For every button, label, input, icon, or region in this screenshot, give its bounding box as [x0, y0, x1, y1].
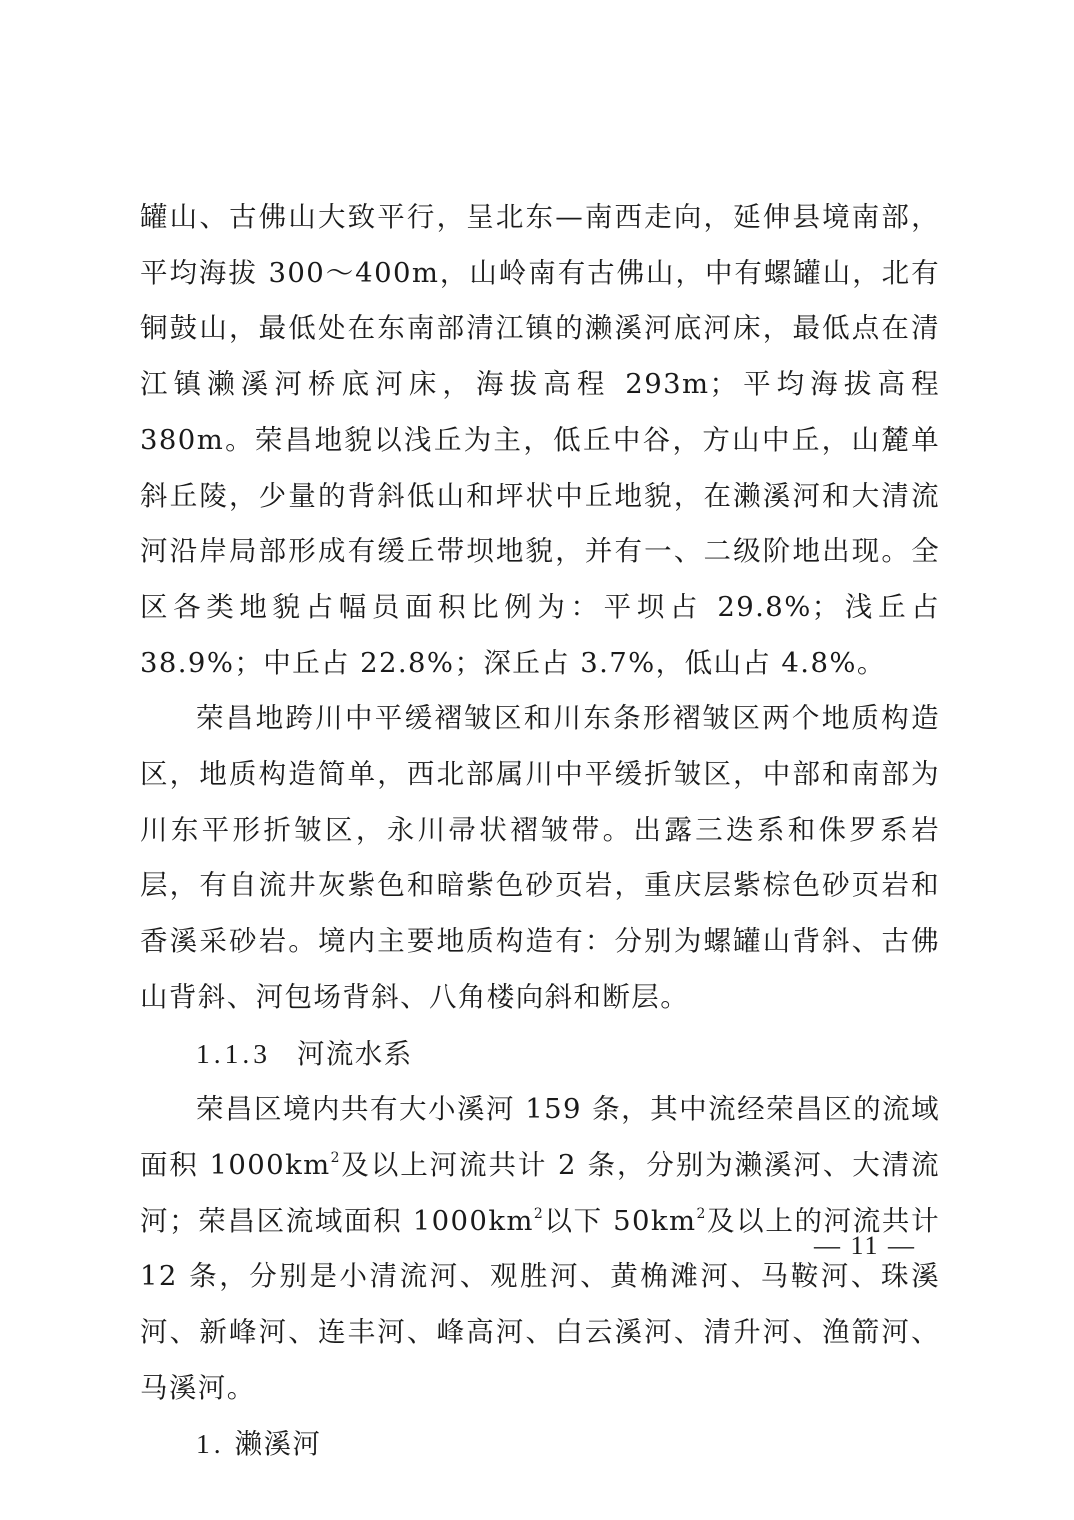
paragraph-landform: 罐山、古佛山大致平行，呈北东—南西走向，延伸县境南部，平均海拔 300～400m，山岭南有古佛山，中有螺罐山，北有铜鼓山，最低处在东南部清江镇的濑溪河底河床，最低点在清江镇濑溪河桥底河床，海拔高程 293m；平均海拔高程 380m。荣昌地貌以浅丘为主，低丘中谷，方山中丘，山麓单斜丘陵，少量的背斜低山和坪状中丘地貌，在濑溪河和大清流河沿岸局部形成有缓丘带坝地貌，并有一、二级阶地出现。全区各类地貌占幅员面积比例为：平坝占 29.8%；浅丘占 38.9%；中丘占 22.8%；深丘占 3.7%，低山占 4.8%。 — [140, 201, 940, 679]
rivers-text-2: 及以上河流共计 2 条，分别为濑溪河、大清流河；荣昌区流域面积 1000km — [140, 1148, 940, 1237]
section-number: 1.1.3 — [196, 1037, 271, 1069]
superscript-2: 2 — [330, 1149, 341, 1166]
subsection-title: 濑溪河 — [234, 1428, 322, 1461]
section-heading — [140, 1026, 940, 1083]
superscript-2: 2 — [696, 1205, 707, 1222]
rivers-text-1: 荣昌区境内共有大小溪河 159 条，其中流经荣昌区的流域面积 1000km — [140, 1093, 940, 1181]
paragraph-geology: 荣昌地跨川中平缓褶皱区和川东条形褶皱区两个地质构造区，地质构造简单，西北部属川中平缓折皱区，中部和南部为川东平形折皱区，永川帚状褶皱带。出露三迭系和侏罗系岩层，有自流井灰紫色和暗紫色砂页岩，重庆层紫棕色砂页岩和香溪采砂岩。境内主要地质构造有：分别为螺罐山背斜、古佛山背斜、河包场背斜、八角楼向斜和断层。 — [140, 702, 940, 1013]
subsection-heading — [140, 1416, 940, 1473]
rivers-text-4: 及以上的河流共计 12 条，分别是小清流河、观胜河、黄桷滩河、马鞍河、珠溪河、新峰河、连丰河、峰高河、白云溪河、清升河、渔箭河、马溪河。 — [140, 1204, 940, 1404]
body-text — [140, 190, 940, 1473]
section-title: 河流水系 — [297, 1037, 413, 1070]
superscript-2: 2 — [533, 1205, 545, 1222]
subsection-number: 1. — [196, 1428, 225, 1460]
page-number: — 11 — — [813, 1231, 917, 1260]
rivers-text-3: 以下 50km — [544, 1204, 697, 1237]
